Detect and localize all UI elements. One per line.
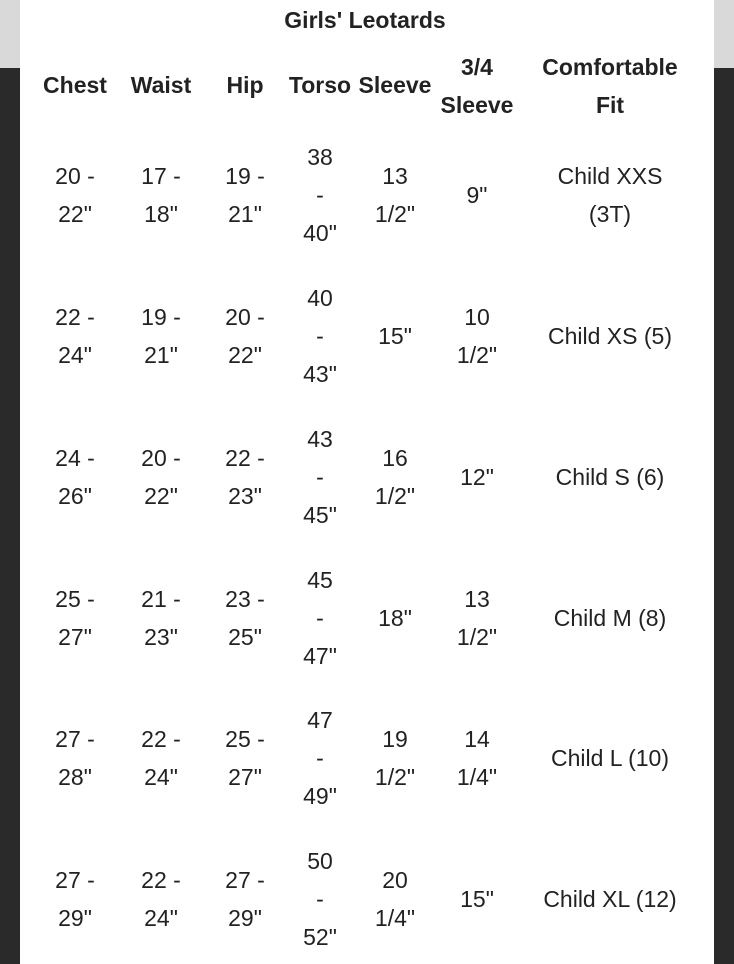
cell-torso: 45 - 47" (303, 567, 337, 669)
cell-waist: 19 - 21" (141, 304, 181, 368)
cell-three-quarter-sleeve: 9" (466, 182, 488, 208)
cell-waist: 22 - 24" (141, 867, 181, 931)
cell-torso: 43 - 45" (303, 426, 337, 528)
cell-waist: 22 - 24" (141, 726, 181, 790)
cell-chest: 24 - 26" (55, 445, 95, 509)
cell-comfortable-fit: Child XL (12) (543, 886, 677, 912)
cell-hip: 19 - 21" (225, 163, 265, 227)
cell-torso: 38 - 40" (303, 144, 337, 246)
cell-chest: 27 - 29" (55, 867, 95, 931)
cell-three-quarter-sleeve: 15" (460, 886, 494, 912)
cell-chest: 22 - 24" (55, 304, 95, 368)
cell-sleeve: 15" (378, 323, 412, 349)
cell-three-quarter-sleeve: 10 1/2" (456, 304, 498, 368)
cell-chest: 25 - 27" (55, 586, 95, 650)
header-hip: Hip (226, 72, 264, 98)
cell-comfortable-fit: Child S (6) (555, 464, 665, 490)
header-torso: Torso (288, 72, 352, 98)
cell-sleeve: 13 1/2" (374, 163, 416, 227)
cell-sleeve: 20 1/4" (374, 867, 416, 931)
header-sleeve: Sleeve (358, 72, 432, 98)
cell-waist: 21 - 23" (141, 586, 181, 650)
cell-chest: 27 - 28" (55, 726, 95, 790)
cell-hip: 27 - 29" (225, 867, 265, 931)
page-title: Girls' Leotards (284, 7, 446, 33)
cell-torso: 47 - 49" (303, 707, 337, 809)
cell-hip: 23 - 25" (225, 586, 265, 650)
cell-comfortable-fit: Child M (8) (553, 605, 667, 631)
cell-waist: 20 - 22" (141, 445, 181, 509)
cell-hip: 25 - 27" (225, 726, 265, 790)
header-chest: Chest (43, 72, 107, 98)
cell-three-quarter-sleeve: 14 1/4" (456, 726, 498, 790)
cell-comfortable-fit: Child XS (5) (548, 323, 672, 349)
header-waist: Waist (130, 72, 192, 98)
cell-torso: 50 - 52" (303, 848, 337, 950)
size-chart-sheet (20, 0, 714, 964)
cell-chest: 20 - 22" (55, 163, 95, 227)
cell-three-quarter-sleeve: 12" (460, 464, 494, 490)
header-three-quarter-sleeve: 3/4 Sleeve (440, 54, 514, 118)
cell-hip: 20 - 22" (225, 304, 265, 368)
header-comfortable-fit: Comfortable Fit (542, 54, 678, 118)
cell-sleeve: 18" (378, 605, 412, 631)
cell-torso: 40 - 43" (303, 285, 337, 387)
cell-comfortable-fit: Child L (10) (550, 745, 670, 771)
cell-waist: 17 - 18" (141, 163, 181, 227)
cell-three-quarter-sleeve: 13 1/2" (456, 586, 498, 650)
cell-sleeve: 16 1/2" (374, 445, 416, 509)
cell-comfortable-fit: Child XXS (3T) (557, 163, 663, 227)
cell-hip: 22 - 23" (225, 445, 265, 509)
cell-sleeve: 19 1/2" (374, 726, 416, 790)
